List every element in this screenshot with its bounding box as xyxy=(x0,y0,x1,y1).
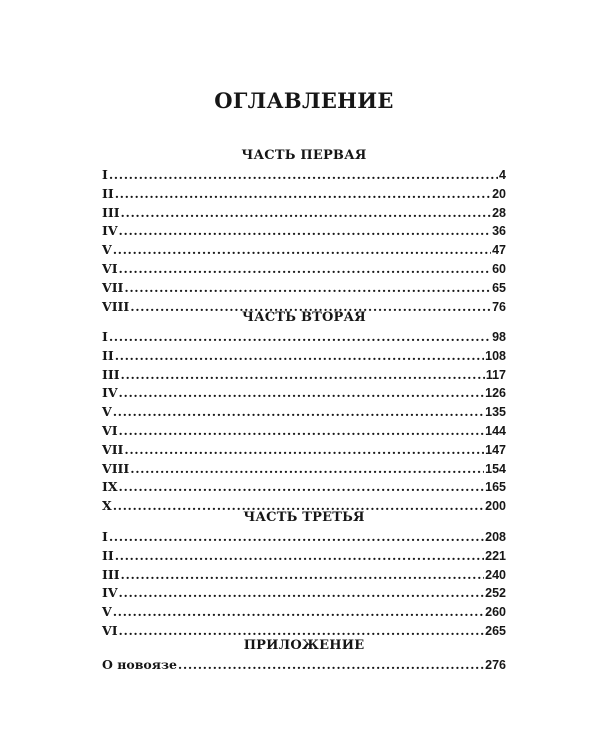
chapter-label: IX xyxy=(102,479,118,495)
toc-entry[interactable] xyxy=(102,185,506,204)
section-part-three xyxy=(102,508,506,641)
chapter-label: II xyxy=(102,347,114,363)
toc-entry[interactable] xyxy=(102,328,506,347)
chapter-label: VIII xyxy=(102,460,130,476)
chapter-label: VI xyxy=(102,622,118,638)
page-number: 65 xyxy=(492,280,506,295)
toc-entry[interactable] xyxy=(102,603,506,622)
leader-dots xyxy=(121,366,485,385)
page-number: 200 xyxy=(485,499,506,514)
toc-entry[interactable] xyxy=(102,260,506,279)
page-number: 20 xyxy=(492,186,506,201)
chapter-label: III xyxy=(102,366,120,382)
page-number: 76 xyxy=(492,299,506,314)
chapter-label: IV xyxy=(102,223,118,239)
page-number: 260 xyxy=(485,605,506,620)
chapter-label: VII xyxy=(102,441,124,457)
toc-entry[interactable] xyxy=(102,547,506,566)
leader-dots xyxy=(130,460,484,479)
chapter-label: О новоязе xyxy=(102,657,177,672)
leader-dots xyxy=(119,222,492,241)
page-number: 4 xyxy=(499,168,506,182)
section-part-one xyxy=(102,146,506,316)
leader-dots xyxy=(115,547,484,566)
section-title: ПРИЛОЖЕНИЕ xyxy=(243,638,365,653)
leader-dots xyxy=(113,241,491,260)
leader-dots xyxy=(109,166,498,185)
chapter-label: III xyxy=(102,566,120,582)
leader-dots xyxy=(178,656,484,675)
section-title: ЧАСТЬ ВТОРАЯ xyxy=(242,310,366,325)
chapter-label: VIII xyxy=(102,298,130,314)
chapter-label: VI xyxy=(102,260,118,276)
toc-entry[interactable] xyxy=(102,204,506,223)
chapter-label: VI xyxy=(102,422,118,438)
page-number: 135 xyxy=(485,405,506,420)
leader-dots xyxy=(119,584,485,603)
chapter-label: III xyxy=(102,204,120,220)
chapter-label: IV xyxy=(102,585,118,601)
page-number: 221 xyxy=(485,548,506,563)
chapter-label: V xyxy=(102,242,112,258)
chapter-label: V xyxy=(102,404,112,420)
toc-entry[interactable] xyxy=(102,528,506,547)
toc-entry[interactable] xyxy=(102,279,506,298)
page-number: 144 xyxy=(485,423,506,438)
toc-entry[interactable] xyxy=(102,403,506,422)
leader-dots xyxy=(121,566,485,585)
page-number: 147 xyxy=(485,442,506,457)
leader-dots xyxy=(115,185,491,204)
toc-entry[interactable] xyxy=(102,384,506,403)
section-appendix xyxy=(102,636,506,675)
toc-entry[interactable] xyxy=(102,566,506,585)
toc-entry[interactable] xyxy=(102,441,506,460)
page-number: 276 xyxy=(485,658,506,672)
section-part-two xyxy=(102,308,506,516)
leader-dots xyxy=(121,204,492,223)
leader-dots xyxy=(109,328,491,347)
page-number: 108 xyxy=(485,348,506,363)
chapter-label: II xyxy=(102,547,114,563)
leader-dots xyxy=(119,260,492,279)
page-number: 126 xyxy=(485,386,506,401)
toc-entry[interactable] xyxy=(102,166,506,185)
leader-dots xyxy=(124,279,491,298)
chapter-label: IV xyxy=(102,385,118,401)
toc-entry[interactable] xyxy=(102,366,506,385)
toc-entry[interactable] xyxy=(102,347,506,366)
page-title: ОГЛАВЛЕНИЕ xyxy=(214,88,394,113)
section-title: ЧАСТЬ ТРЕТЬЯ xyxy=(243,510,365,525)
toc-entry[interactable] xyxy=(102,222,506,241)
toc-entry[interactable] xyxy=(102,656,506,675)
chapter-label: VII xyxy=(102,279,124,295)
leader-dots xyxy=(119,478,485,497)
page-number: 240 xyxy=(485,567,506,582)
chapter-label: X xyxy=(102,498,112,514)
chapter-label: II xyxy=(102,185,114,201)
toc-entry[interactable] xyxy=(102,422,506,441)
leader-dots xyxy=(119,384,485,403)
toc-entry[interactable] xyxy=(102,241,506,260)
page-number: 36 xyxy=(492,224,506,239)
chapter-label: I xyxy=(102,529,108,544)
section-title: ЧАСТЬ ПЕРВАЯ xyxy=(241,148,367,163)
chapter-label: I xyxy=(102,167,108,182)
chapter-label: I xyxy=(102,329,108,344)
page-number: 28 xyxy=(492,205,506,220)
chapter-label: V xyxy=(102,604,112,620)
leader-dots xyxy=(115,347,484,366)
page-number: 98 xyxy=(492,330,506,344)
page-number: 208 xyxy=(485,530,506,544)
toc-entry[interactable] xyxy=(102,584,506,603)
page-number: 60 xyxy=(492,261,506,276)
page-number: 265 xyxy=(485,623,506,638)
page-number: 47 xyxy=(492,243,506,258)
page-number: 117 xyxy=(485,367,506,382)
leader-dots xyxy=(113,603,484,622)
page-number: 154 xyxy=(485,461,506,476)
toc-entry[interactable] xyxy=(102,478,506,497)
page-number: 252 xyxy=(485,586,506,601)
page-number: 165 xyxy=(485,480,506,495)
leader-dots xyxy=(119,422,485,441)
leader-dots xyxy=(113,403,484,422)
leader-dots xyxy=(109,528,484,547)
leader-dots xyxy=(124,441,484,460)
toc-entry[interactable] xyxy=(102,460,506,479)
